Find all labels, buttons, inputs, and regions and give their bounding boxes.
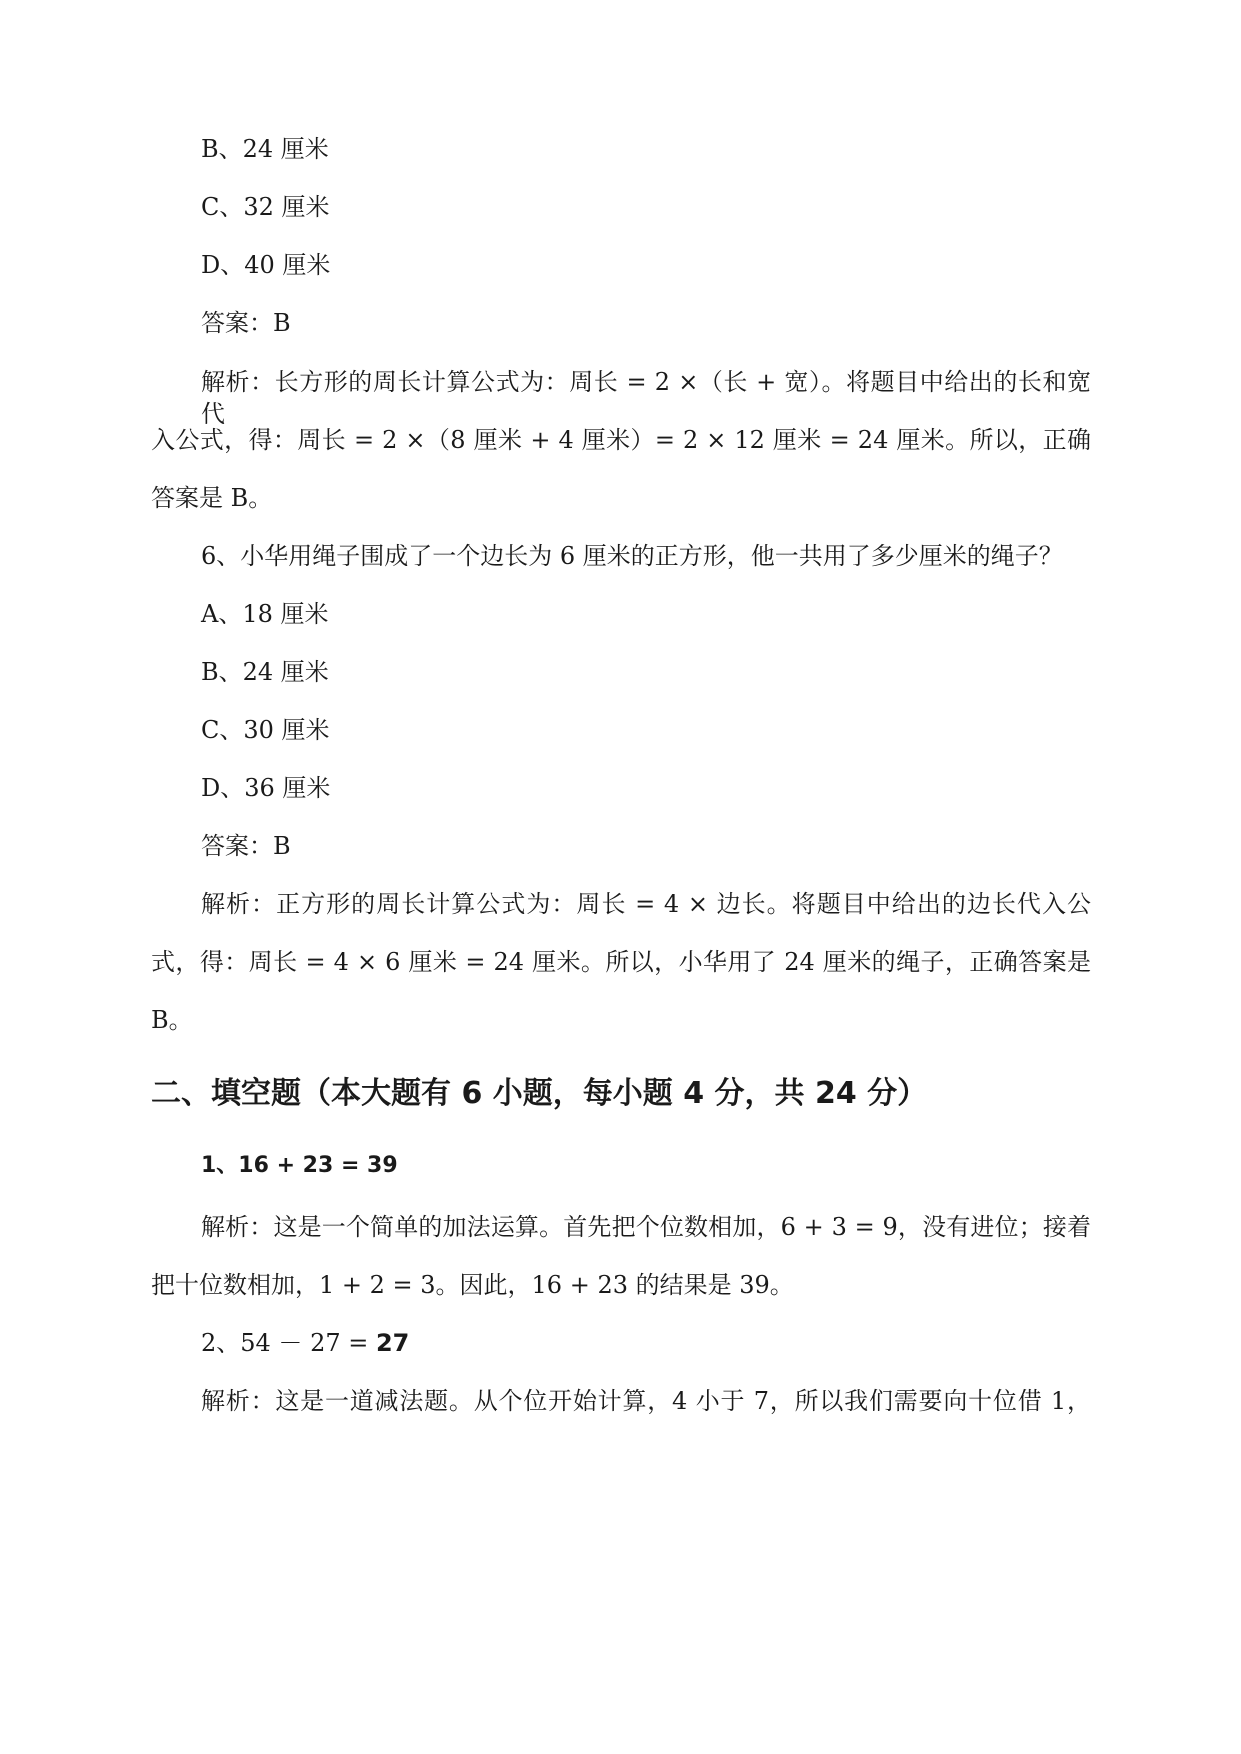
q6-analysis-line-3: B。: [151, 1006, 193, 1034]
q6-option-c: C、30 厘米: [201, 716, 330, 744]
fill1-analysis-line-1: 解析：这是一个简单的加法运算。首先把个位数相加，6 + 3 = 9，没有进位；接着: [201, 1213, 1091, 1241]
fill2-question: [201, 1327, 409, 1359]
q6-analysis-line-2: 式，得：周长 = 4 × 6 厘米 = 24 厘米。所以，小华用了 24 厘米的绳子，正确答案是: [151, 948, 1091, 976]
q5-analysis-line-2: 入公式，得：周长 = 2 ×（8 厘米 + 4 厘米）= 2 × 12 厘米 = 24 厘米。所以，正确: [151, 426, 1091, 454]
q5-answer: 答案：B: [201, 309, 291, 337]
q6-option-a: A、18 厘米: [201, 600, 329, 628]
fill1-question: 1、16 + 23 = 39: [201, 1153, 398, 1178]
q5-option-c: C、32 厘米: [201, 193, 330, 221]
fill2-question-prefix: 2、54 － 27 =: [201, 1329, 376, 1357]
q6-answer: 答案：B: [201, 832, 291, 860]
q5-analysis-line-3: 答案是 B。: [151, 484, 273, 512]
q6-option-d: D、36 厘米: [201, 774, 331, 802]
fill2-question-answer: 27: [375, 1329, 410, 1357]
q5-option-d: D、40 厘米: [201, 251, 331, 279]
section-heading-fill-in: 二、填空题（本大题有 6 小题，每小题 4 分，共 24 分）: [151, 1076, 928, 1111]
fill1-analysis-line-2: 把十位数相加，1 + 2 = 3。因此，16 + 23 的结果是 39。: [151, 1271, 794, 1299]
q6-analysis-line-1: 解析：正方形的周长计算公式为：周长 = 4 × 边长。将题目中给出的边长代入公: [201, 890, 1091, 918]
fill2-analysis-line-1: 解析：这是一道减法题。从个位开始计算，4 小于 7，所以我们需要向十位借 1，: [201, 1387, 1091, 1415]
q6-question: 6、小华用绳子围成了一个边长为 6 厘米的正方形，他一共用了多少厘米的绳子？: [201, 542, 1063, 570]
q5-analysis-line-1: 解析：长方形的周长计算公式为：周长 = 2 ×（长 + 宽）。将题目中给出的长和宽代: [201, 368, 1091, 428]
q6-option-b: B、24 厘米: [201, 658, 329, 686]
q5-option-b: B、24 厘米: [201, 135, 329, 163]
